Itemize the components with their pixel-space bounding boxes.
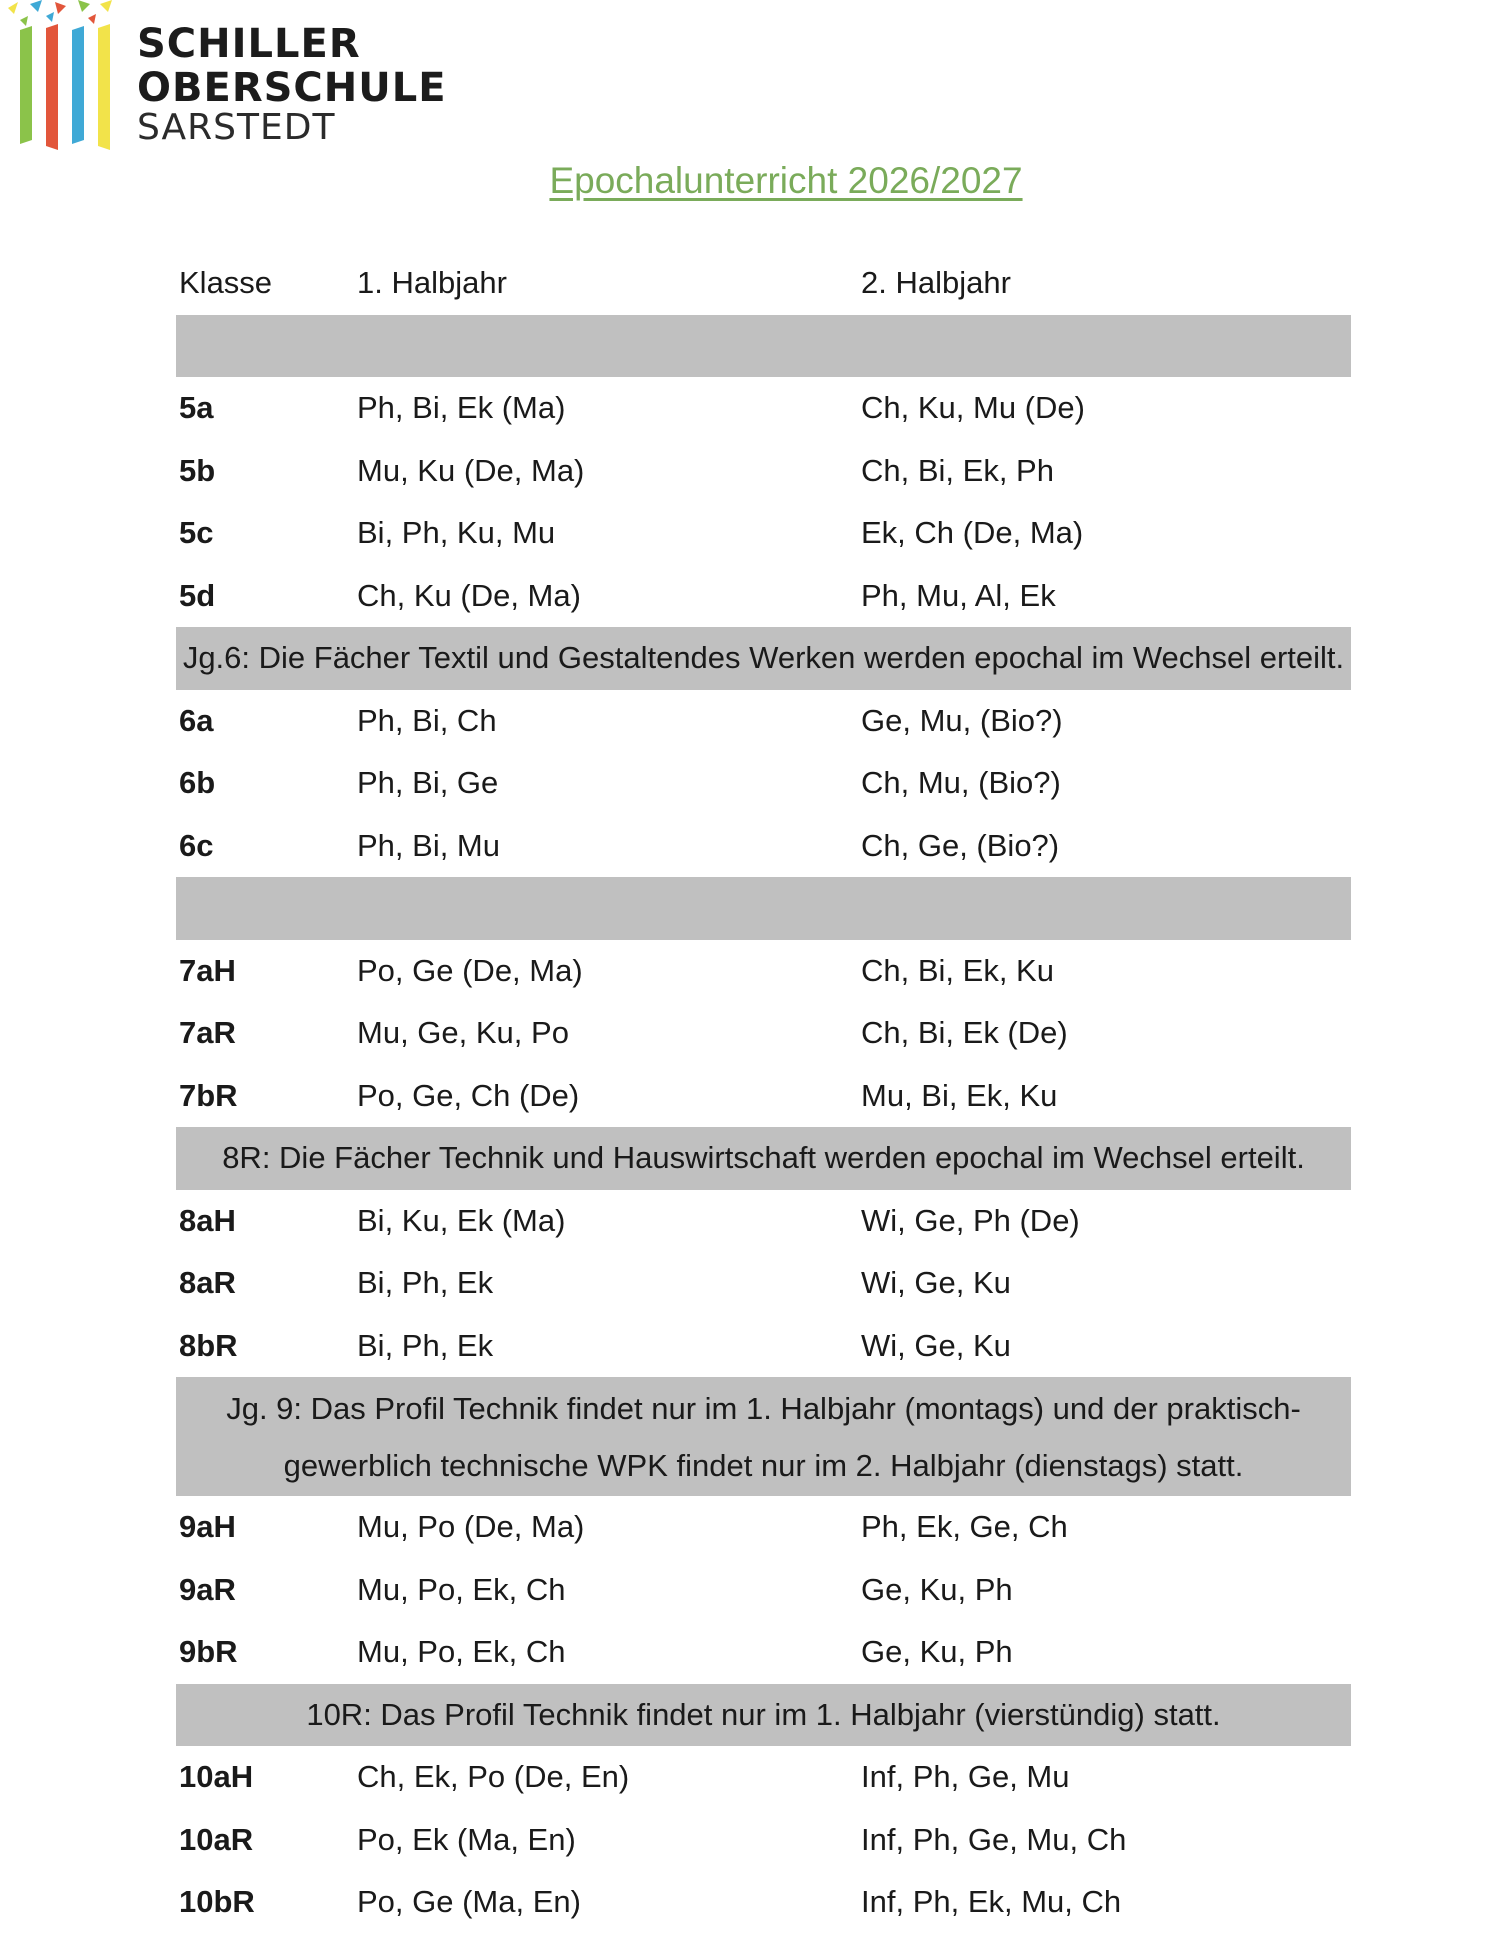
cell-halbjahr-1: Ph, Bi, Ek (Ma) [357, 390, 566, 425]
header-halbjahr-2: 2. Halbjahr [861, 265, 1011, 300]
cell-klasse: 5a [179, 390, 214, 425]
cell-klasse: 9aH [179, 1509, 236, 1544]
header-halbjahr-1: 1. Halbjahr [357, 265, 507, 300]
cell-klasse: 5c [179, 515, 214, 550]
table-row [176, 377, 1351, 440]
cell-halbjahr-2: Ch, Mu, (Bio?) [861, 765, 1061, 800]
cell-halbjahr-2: Ge, Ku, Ph [861, 1634, 1013, 1669]
cell-halbjahr-1: Bi, Ph, Ek [357, 1327, 494, 1363]
table-row [176, 565, 1351, 628]
table-row [176, 940, 1351, 1003]
table-row [176, 1315, 1351, 1378]
cell-halbjahr-2: Ch, Bi, Ek (De) [861, 1015, 1068, 1050]
cell-klasse: 10aH [179, 1759, 254, 1794]
cell-klasse: 7aH [179, 952, 236, 988]
cell-klasse: 5b [179, 452, 216, 488]
cell-halbjahr-2: Inf, Ph, Ge, Mu, Ch [861, 1821, 1127, 1857]
cell-klasse: 7bR [179, 1077, 238, 1113]
table-row [176, 1065, 1351, 1128]
cell-halbjahr-2: Ge, Mu, (Bio?) [861, 702, 1063, 738]
table-row [176, 1496, 1351, 1559]
cell-halbjahr-1: Mu, Ge, Ku, Po [357, 1015, 569, 1050]
cell-klasse: 10bR [179, 1884, 255, 1919]
cell-halbjahr-2: Ch, Ge, (Bio?) [861, 827, 1060, 863]
cell-klasse: 8bR [179, 1327, 238, 1363]
cell-halbjahr-1: Mu, Po, Ek, Ch [357, 1571, 566, 1607]
cell-halbjahr-1: Po, Ge (Ma, En) [357, 1884, 581, 1919]
table-row [176, 1559, 1351, 1622]
cell-halbjahr-1: Po, Ge (De, Ma) [357, 952, 583, 988]
cell-halbjahr-1: Po, Ek (Ma, En) [357, 1821, 576, 1857]
table-row [176, 1871, 1351, 1934]
cell-halbjahr-2: Mu, Bi, Ek, Ku [861, 1077, 1058, 1113]
cell-halbjahr-2: Inf, Ph, Ek, Mu, Ch [861, 1884, 1122, 1919]
cell-halbjahr-2: Ch, Ku, Mu (De) [861, 390, 1085, 425]
cell-halbjahr-1: Bi, Ku, Ek (Ma) [357, 1202, 566, 1238]
cell-klasse: 6b [179, 765, 216, 800]
cell-halbjahr-1: Mu, Ku (De, Ma) [357, 452, 585, 488]
cell-halbjahr-2: Ek, Ch (De, Ma) [861, 515, 1084, 550]
table-row [176, 1746, 1351, 1809]
note-band-jg10 [176, 1684, 1351, 1747]
cell-halbjahr-2: Ph, Ek, Ge, Ch [861, 1509, 1068, 1544]
cell-halbjahr-1: Ch, Ek, Po (De, En) [357, 1759, 630, 1794]
cell-halbjahr-2: Ch, Bi, Ek, Ph [861, 452, 1054, 488]
cell-halbjahr-2: Ch, Bi, Ek, Ku [861, 952, 1054, 988]
note-text-jg6: Jg.6: Die Fächer Textil und Gestaltendes Werken werden epochal im Wechsel erteilt. [182, 640, 1345, 675]
note-band-jg7 [176, 877, 1351, 940]
logo-name-line3: SARSTEDT [137, 107, 336, 148]
note-text-jg10: 10R: Das Profil Technik findet nur im 1. Halbjahr (vierstündig) statt. [306, 1696, 1221, 1732]
table-row [176, 1252, 1351, 1315]
cell-halbjahr-2: Inf, Ph, Ge, Mu [861, 1759, 1070, 1794]
document-title: Epochalunterricht 2026/2027 [549, 160, 1023, 201]
cell-klasse: 10aR [179, 1821, 254, 1857]
cell-halbjahr-2: Wi, Ge, Ku [861, 1327, 1011, 1363]
cell-klasse: 8aH [179, 1202, 236, 1238]
note-band-jg9 [176, 1377, 1351, 1496]
table-header-row [176, 252, 1351, 315]
school-logo [0, 0, 447, 160]
cell-halbjahr-2: Wi, Ge, Ku [861, 1265, 1011, 1300]
cell-halbjahr-1: Ph, Bi, Ch [357, 702, 497, 738]
header-klasse: Klasse [179, 265, 273, 300]
cell-halbjahr-1: Ph, Bi, Ge [357, 765, 499, 800]
note-band-jg8 [176, 1127, 1351, 1190]
cell-klasse: 6c [179, 827, 214, 863]
schedule-table [176, 252, 1351, 1934]
table-row [176, 502, 1351, 565]
cell-klasse: 9bR [179, 1634, 238, 1669]
table-row [176, 1190, 1351, 1253]
cell-halbjahr-1: Bi, Ph, Ek [357, 1265, 494, 1300]
cell-klasse: 7aR [179, 1015, 236, 1050]
logo-name-line2: OBERSCHULE [137, 65, 447, 111]
note-text-jg8: 8R: Die Fächer Technik und Hauswirtschaft werden epochal im Wechsel erteilt. [222, 1140, 1305, 1175]
logo-stripes-icon [0, 0, 130, 155]
cell-halbjahr-2: Wi, Ge, Ph (De) [861, 1202, 1080, 1238]
table-row [176, 815, 1351, 878]
note-text-jg9: Jg. 9: Das Profil Technik findet nur im 1. Halbjahr (montags) und der praktisch-gewerblich technische WPK findet nur im 2. Halbjahr (dienstags) statt. [226, 1391, 1301, 1483]
cell-halbjahr-2: Ge, Ku, Ph [861, 1571, 1013, 1607]
cell-halbjahr-1: Mu, Po, Ek, Ch [357, 1634, 566, 1669]
cell-klasse: 9aR [179, 1571, 236, 1607]
table-row [176, 440, 1351, 503]
cell-klasse: 8aR [179, 1265, 236, 1300]
table-row [176, 690, 1351, 753]
cell-halbjahr-1: Bi, Ph, Ku, Mu [357, 515, 556, 550]
table-row [176, 1809, 1351, 1872]
note-band-jg5 [176, 315, 1351, 378]
table-row [176, 752, 1351, 815]
note-band-jg6 [176, 627, 1351, 690]
cell-klasse: 5d [179, 577, 216, 613]
cell-halbjahr-2: Ph, Mu, Al, Ek [861, 577, 1056, 613]
logo-name-line1: SCHILLER [137, 21, 361, 67]
table-row [176, 1621, 1351, 1684]
cell-halbjahr-1: Mu, Po (De, Ma) [357, 1509, 585, 1544]
cell-klasse: 6a [179, 702, 214, 738]
table-row [176, 1002, 1351, 1065]
cell-halbjahr-1: Po, Ge, Ch (De) [357, 1077, 580, 1113]
cell-halbjahr-1: Ch, Ku (De, Ma) [357, 577, 581, 613]
cell-halbjahr-1: Ph, Bi, Mu [357, 827, 500, 863]
